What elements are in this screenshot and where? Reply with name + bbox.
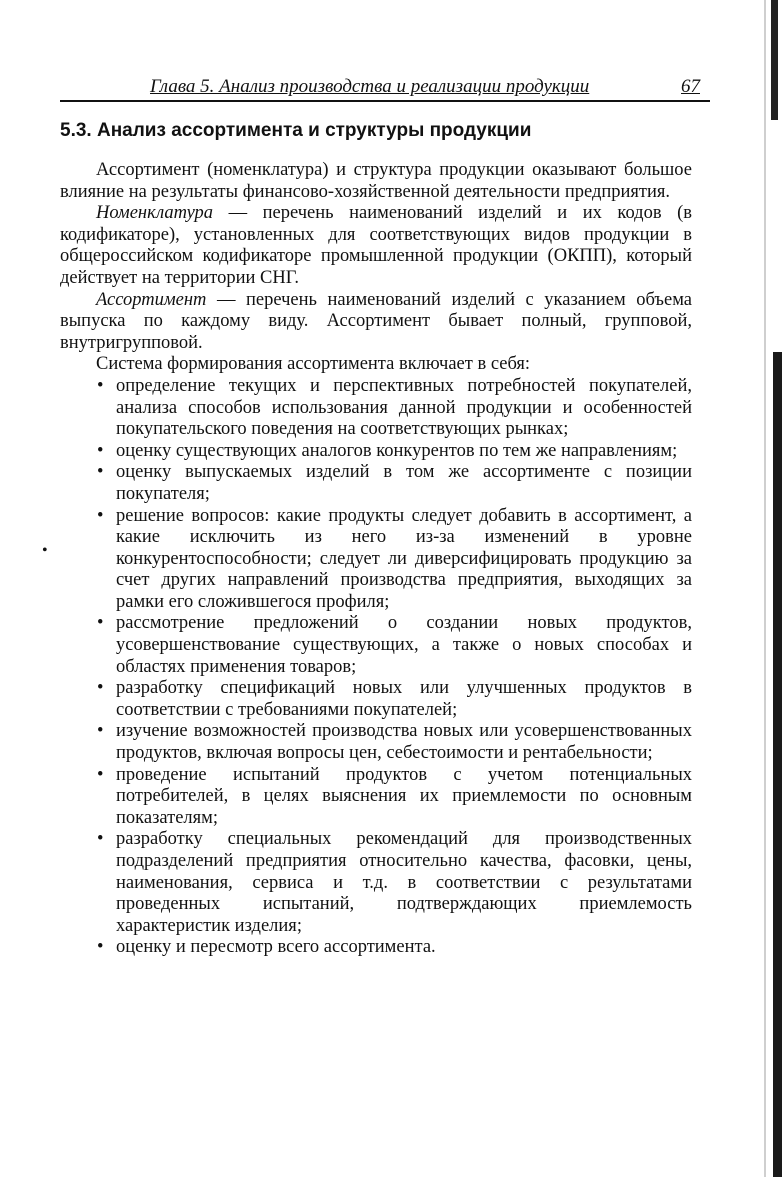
paragraph-text: — перечень наименований изделий с указанием объема выпуска по каждому виду. Ассортимент бывает полный, групповой, внутригрупповой. [60,289,692,353]
paragraph-nomenclature [60,203,692,289]
scan-edge-mark-right [773,352,782,1177]
list-item [97,462,692,505]
list-item-text: рассмотрение предложений о создании новых продуктов, усовершенствование существующих, а также о новых способах и областях применения товаров; [116,613,692,677]
list-item [97,678,692,721]
list-item-text: разработку специальных рекомендаций для производственных подразделений предприятия относительно качества, фасовки, цены, наименования, сервиса и т.д. в соответствии с результатами проведенных испытаний, подтверждающих приемлемость характеристик изделия; [116,829,692,936]
page-number: 67 [681,76,700,97]
paragraph-term: Номенклатура [96,203,214,224]
list-item [97,375,692,441]
bullet-icon: • [97,721,104,742]
body-text [60,160,692,959]
paragraph-assortment [60,290,692,355]
list-item [97,613,692,678]
paragraph-system [60,354,692,376]
list-item [97,505,692,614]
running-head-title: Глава 5. Анализ производства и реализации продукции [150,76,590,97]
bullet-icon: • [97,829,104,850]
list-item [97,829,692,937]
list-item-text: проведение испытаний продуктов с учетом потенциальных потребителей, в целях выяснения их приемлемости по основным показателям; [116,764,692,828]
bullet-icon: • [97,375,104,396]
section-heading: 5.3. Анализ ассортимента и структуры продукции [60,120,532,141]
bullet-icon: • [97,462,104,483]
list-item [97,937,692,959]
list-item-text: решение вопросов: какие продукты следует добавить в ассортимент, а какие исключить из него из-за изменений в уровне конкурентоспособности; следует ли диверсифицировать продукцию за счет других направлений производства предприятия, выходящих за рамки его сложившегося профиля; [116,505,692,612]
bullet-icon: • [97,764,104,785]
running-head [60,76,710,102]
bullet-icon: • [97,678,104,699]
bullet-icon: • [97,440,104,461]
bullet-icon: • [97,937,104,958]
list-item-text: оценку существующих аналогов конкурентов по тем же направлениям; [116,440,678,461]
list-item-text: изучение возможностей производства новых или усовершенствованных продуктов, включая вопросы цен, себестоимости и рентабельности; [116,721,692,764]
scan-edge-mark-top [771,0,778,120]
paragraph-intro [60,160,692,203]
list-item [97,440,692,463]
paragraph-text: — перечень наименований изделий и их кодов (в кодификаторе), установленных для соответствующих видов продукции в общероссийском кодификаторе промышленной продукции (ОКПП), который действует на территории СНГ. [60,203,692,288]
list-item-text: определение текущих и перспективных потребностей покупателей, анализа способов использования данной продукции и особенностей покупательского поведения на соответствующих рынках; [116,375,692,440]
list-item [97,764,692,830]
assortment-system-list [60,376,692,959]
paragraph-term: Ассортимент [96,289,207,310]
bullet-icon: • [97,613,104,634]
list-item [97,721,692,764]
paragraph-text: Система формирования ассортимента включает в себя: [96,354,531,375]
list-item-text: оценку выпускаемых изделий в том же ассортименте с позиции покупателя; [116,462,692,504]
scan-edge-shadow [764,0,766,1177]
stray-bullet-mark: • [42,542,48,559]
list-item-text: разработку спецификаций новых или улучшенных продуктов в соответствии с требованиями покупателей; [116,678,692,720]
bullet-icon: • [97,505,104,526]
paragraph-text: Ассортимент (номенклатура) и структура продукции оказывают большое влияние на результаты финансово-хозяйственной деятельности предприятия. [60,160,692,202]
list-item-text: оценку и пересмотр всего ассортимента. [116,937,436,958]
